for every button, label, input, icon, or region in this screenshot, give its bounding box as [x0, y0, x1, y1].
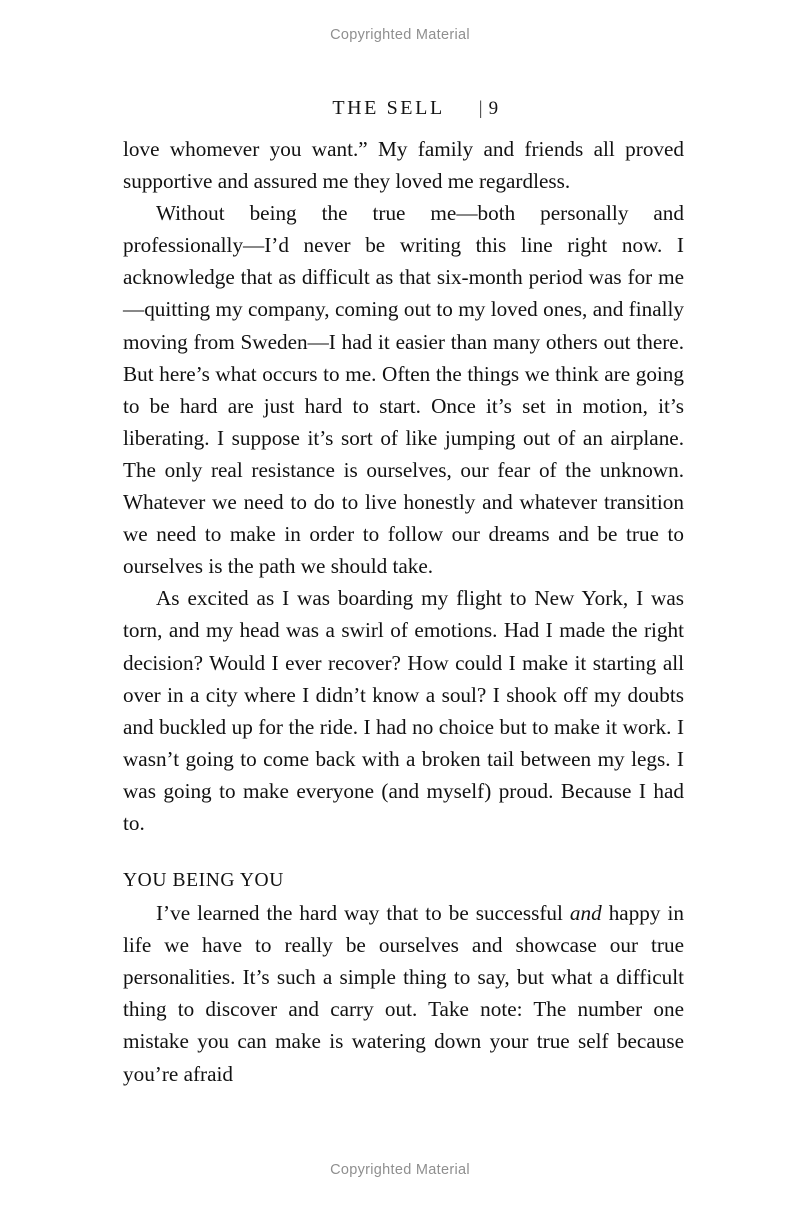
copyright-watermark-top: Copyrighted Material	[330, 27, 470, 43]
paragraph-1: love whomever you want.” My family and friends all proved supportive and assured me they loved me regardless.	[123, 137, 684, 194]
paragraph-3: As excited as I was boarding my flight to New York, I was torn, and my head was a swirl of emotions. Had I made the right decision? Would I ever recover? How could I make it starting all over in a city where I didn’t know a soul? I shook off my doubts and buckled up for the ride. I had no choice but to make it work. I wasn’t going to come back with a broken tail between my legs. I was going to make everyone (and myself) proud. Because I had to.	[123, 586, 684, 835]
body-text-block	[123, 133, 684, 1090]
paragraph-4	[123, 897, 684, 1090]
paragraph-2: Without being the true me—both personally and professionally—I’d never be writing this line right now. I acknowledge that as difficult as that six-month period was for me—quitting my company, coming out to my loved ones, and finally moving from Sweden—I had it easier than many others out there. But here’s what occurs to me. Often the things we think are going to be hard are just hard to start. Once it’s set in motion, it’s liberating. I suppose it’s sort of like jumping out of an airplane. The only real resistance is ourselves, our fear of the unknown. Whatever we need to do to live honestly and whatever transition we need to make in order to follow our dreams and be true to ourselves is the path we should take.	[123, 201, 684, 579]
copyright-watermark-bottom: Copyrighted Material	[330, 1162, 470, 1178]
emphasized-word-and: and	[569, 901, 602, 926]
paragraph-4-text-before-italic: I’ve learned the hard way that to be successful	[156, 901, 570, 926]
section-heading: YOU BEING YOU	[123, 870, 284, 892]
page-number: 9	[488, 98, 499, 119]
running-head-book-title: THE SELL	[332, 97, 445, 119]
paragraph-4-text-after-italic: happy in life we have to really be ourselves and showcase our true personalities. It’s such a simple thing to say, but what a difficult thing to discover and carry out. Take note: The number one mistake you can make is watering down your true self because you’re afraid	[123, 901, 684, 1086]
running-head-separator: |	[478, 98, 483, 119]
